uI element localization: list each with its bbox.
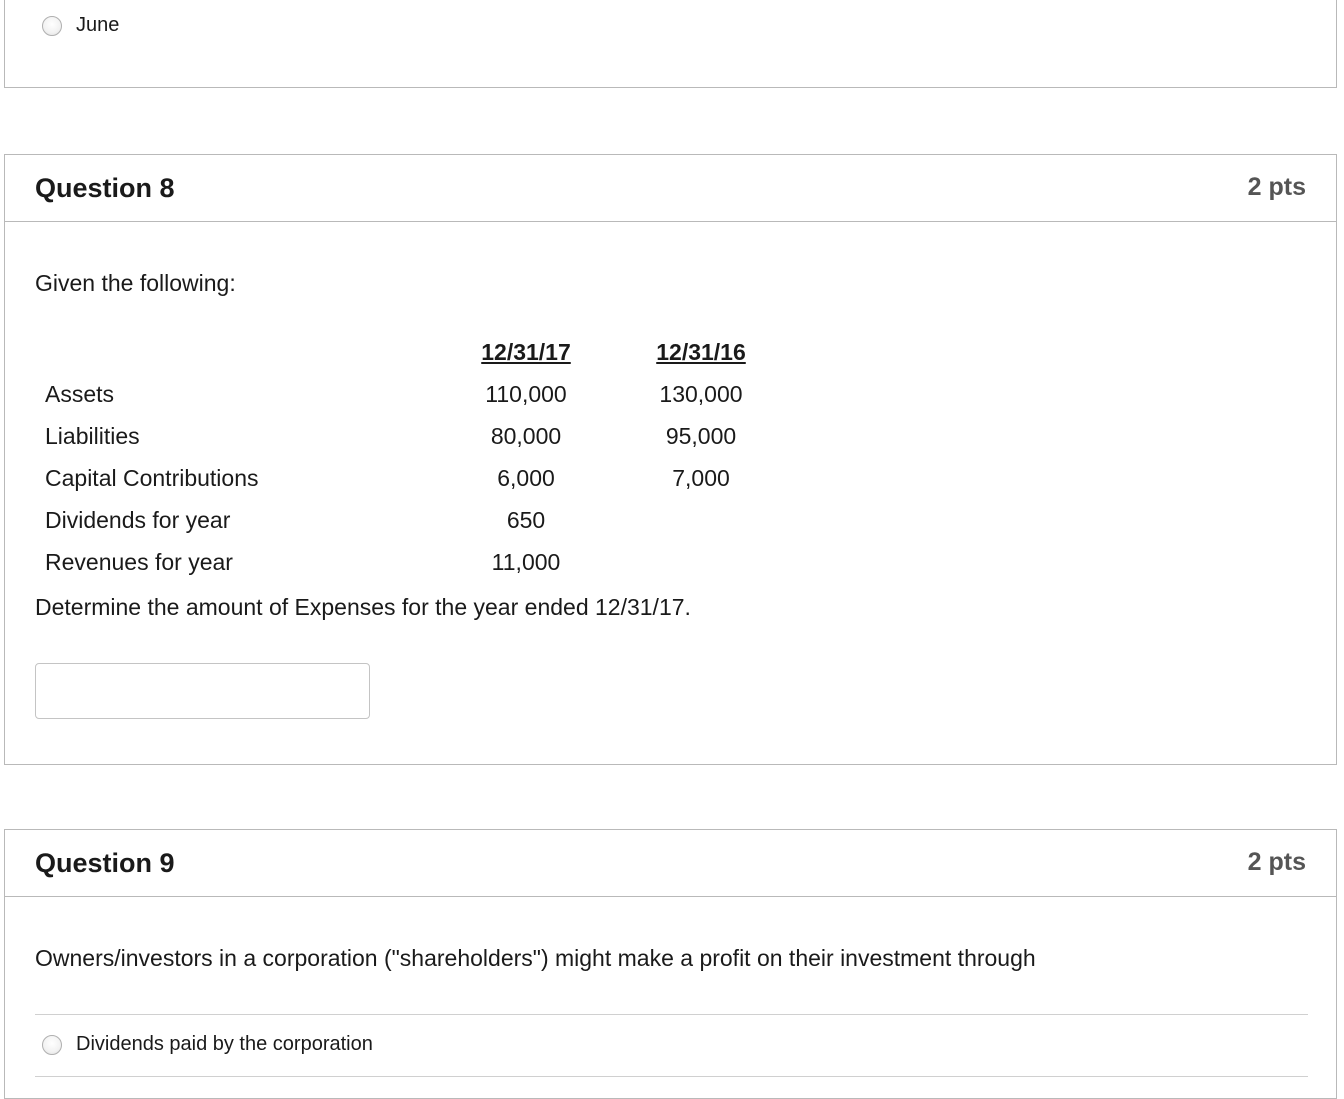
- question-title: Question 9: [35, 848, 175, 878]
- question-intro: Given the following:: [35, 270, 236, 296]
- answer-divider: [35, 1076, 1308, 1077]
- question-prompt: Determine the amount of Expenses for the year ended 12/31/17.: [35, 594, 691, 620]
- question-9-card: [4, 829, 1337, 1099]
- row-value-2016: [612, 499, 790, 541]
- question-text: Owners/investors in a corporation ("shareholders") might make a profit on their investment through: [35, 945, 1036, 971]
- table-row: [45, 373, 790, 415]
- answer-divider: [35, 1014, 1308, 1015]
- question-title: Question 8: [35, 173, 175, 203]
- table-row: [45, 457, 790, 499]
- row-value-2016: 7,000: [672, 464, 730, 491]
- row-label: Dividends for year: [45, 506, 231, 533]
- financial-data-table: [45, 331, 790, 583]
- answer-label: June: [76, 14, 120, 36]
- question-points: 2 pts: [1247, 173, 1306, 201]
- row-value-2017: 80,000: [490, 422, 562, 449]
- answer-label: Dividends paid by the corporation: [76, 1033, 373, 1055]
- row-value-2017: 11,000: [491, 548, 561, 575]
- row-value-2017: 110,000: [485, 380, 567, 407]
- expenses-answer-input[interactable]: [35, 663, 370, 719]
- row-label: Revenues for year: [45, 548, 233, 575]
- row-value-2016: [612, 541, 790, 583]
- answer-option[interactable]: [42, 14, 119, 37]
- question-8-card: [4, 154, 1337, 765]
- table-row: [45, 541, 790, 583]
- question-header: [5, 830, 1336, 897]
- row-label: Assets: [45, 380, 115, 407]
- question-header: [5, 155, 1336, 222]
- row-value-2017: 650: [506, 506, 546, 533]
- radio-button[interactable]: [42, 16, 62, 36]
- radio-button[interactable]: [42, 1035, 62, 1055]
- row-value-2016: 95,000: [665, 422, 737, 449]
- row-label: Capital Contributions: [45, 464, 259, 491]
- table-row: [45, 499, 790, 541]
- row-value-2017: 6,000: [497, 464, 555, 491]
- table-header-row: [45, 331, 790, 373]
- column-header-12-31-16: 12/31/16: [656, 338, 746, 365]
- table-row: [45, 415, 790, 457]
- question-7-card: [4, 0, 1337, 88]
- question-points: 2 pts: [1247, 848, 1306, 876]
- column-header-12-31-17: 12/31/17: [481, 338, 571, 365]
- row-label: Liabilities: [45, 422, 140, 449]
- answer-option[interactable]: [42, 1033, 373, 1056]
- row-value-2016: 130,000: [659, 380, 743, 407]
